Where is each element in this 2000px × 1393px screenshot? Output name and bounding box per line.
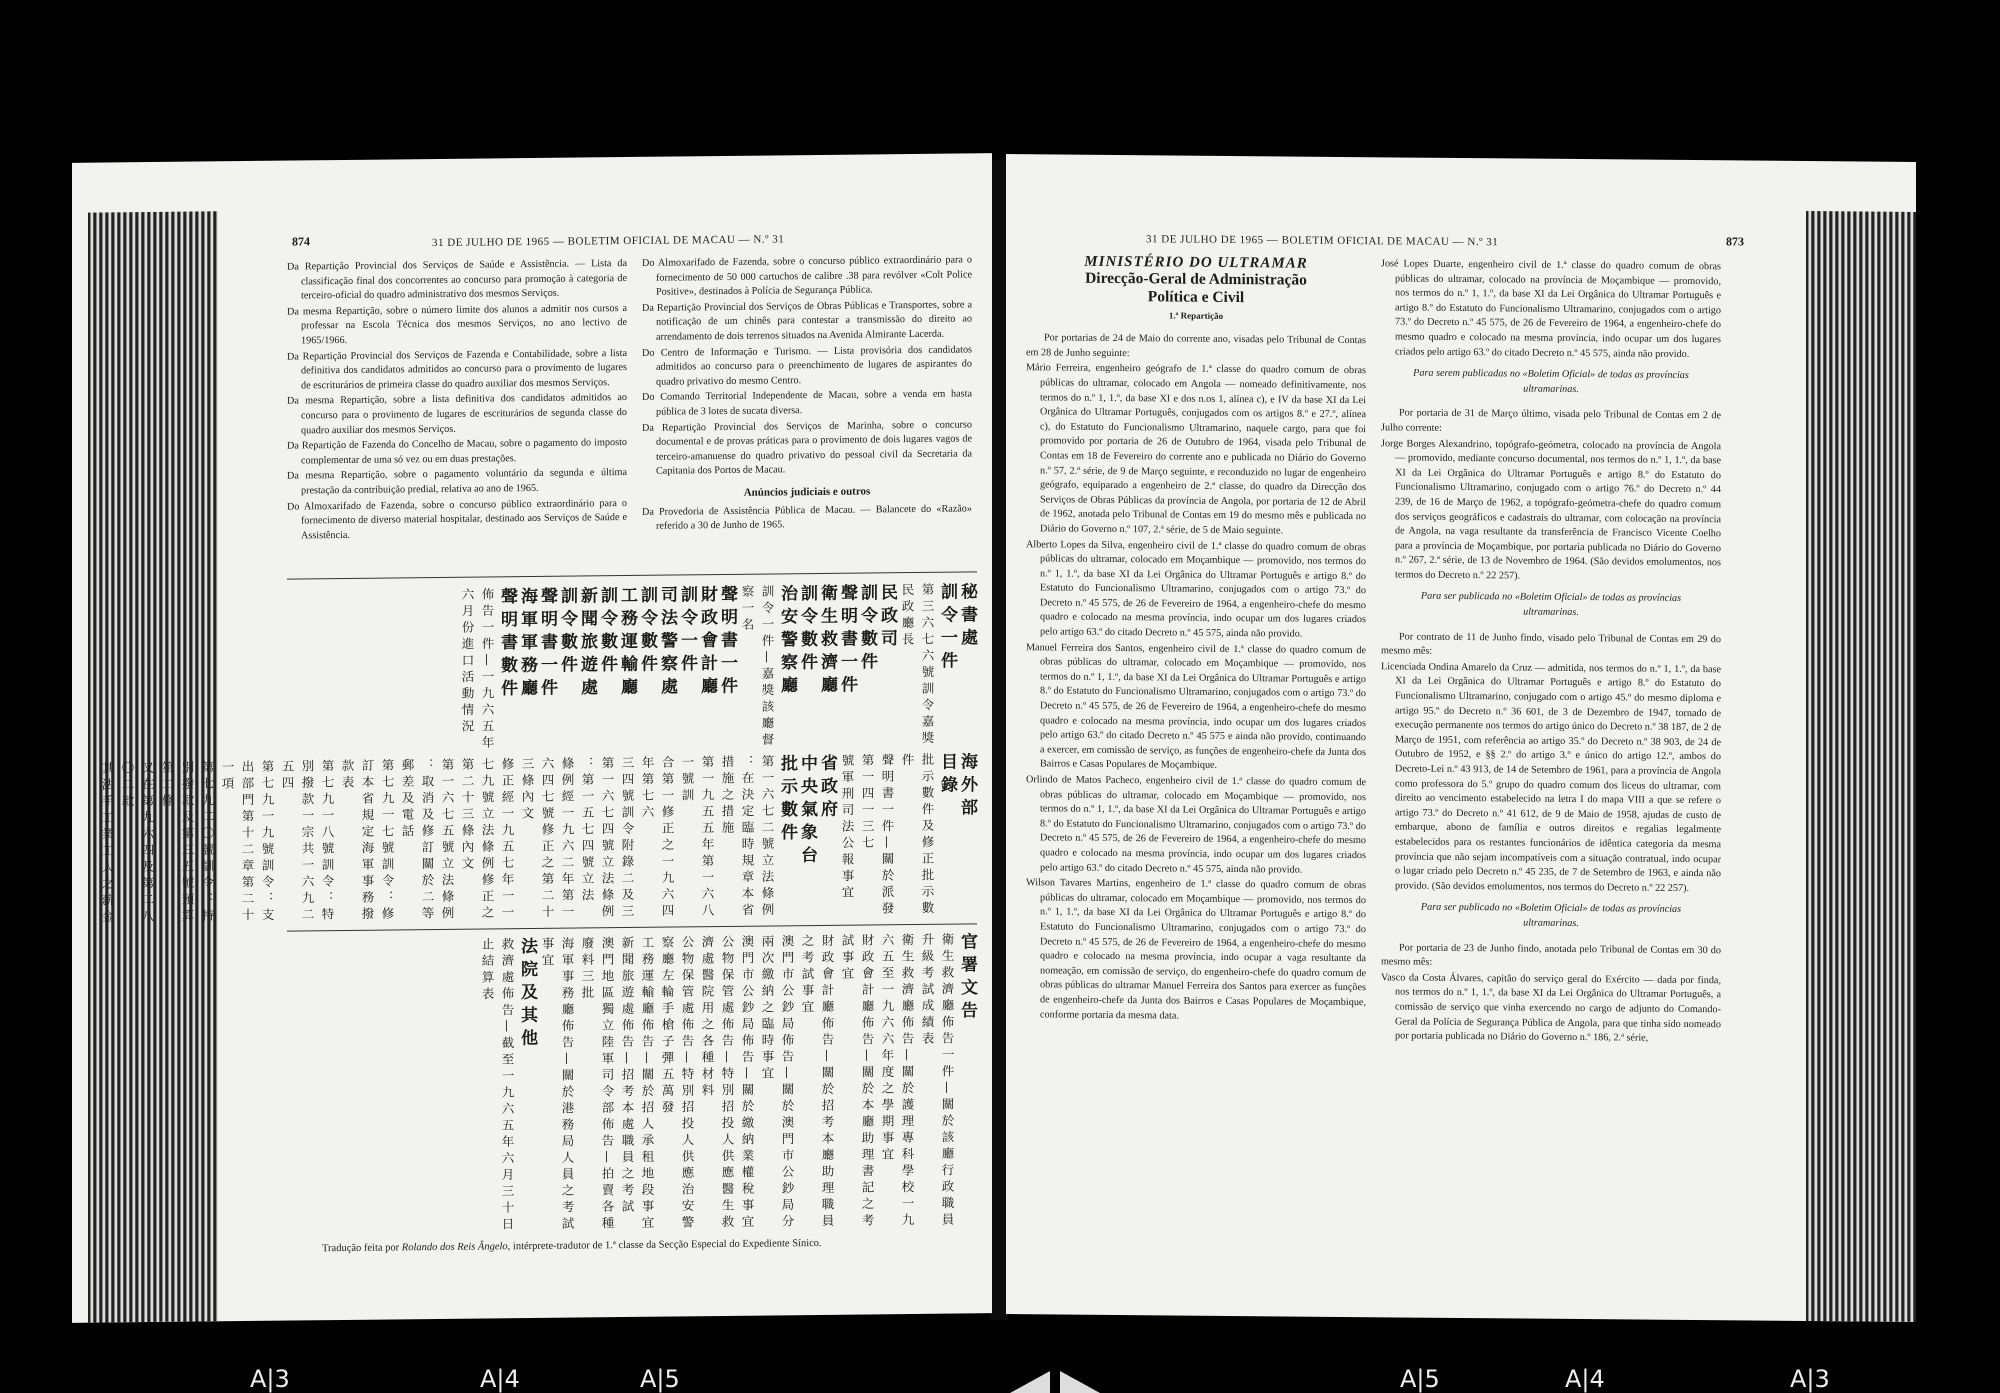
- paragraph: Licenciada Ondina Amarelo da Cruz — admitida, nos termos do n.º 1, 1.º, da base XI da Lei Orgânica do Ultramar Português e artigo 8.º do Estatuto do Funcionalismo Ultramarino, conjugado com o artigo 45.º do mesmo diploma e artigo 95.º do Decreto n.º 36 601, de 3 de Dezembro de 1947, tornado de execução permanente nos termos do artigo único do Decreto n.º 38 187, de 2 de Março de 1951, com referência ao artigo 35.º do Decreto n.º 38 903, de 24 de Outubro de 1952, e §§ 2.º do artigo 3.º e único do artigo 12.º, ambos do Decreto-Lei n.º 43 913, de 14 de Setembro de 1961, para a província de Angola como professora do 5.º grupo do quadro comum dos liceus do ultramar, com direito ao vencimento estabelecido na letra I do mapa VIII a que se refere o artigo 73.º do Decreto n.º 41 612, de 9 de Maio de 1958, ajudas de custo de embarque, abono de família e outros direitos e regalias legalmente estabelecidos para os restantes funcionários de idêntica categoria da mesma província que não sejam incompatíveis com a situação contratual, indo ocupar o lugar criado pelo Decreto n.º 45 235, de 7 de Setembro de 1963, e ainda não provido. (São devidos emolumentos, nos termos do Decreto n.º 22 257).: [1381, 661, 1721, 894]
- ministry-title: MINISTÉRIO DO ULTRAMAR: [1084, 253, 1308, 272]
- chinese-line: 海 外 部: [957, 752, 977, 816]
- right-page-number: 873: [1726, 234, 1744, 249]
- chinese-line: 修 正 經 一 九 五 七 年 一 一 七 九 號 立 法 條 例 修 正 之 第 二 十 三 條 內 文: [460, 757, 515, 919]
- right-column-1: [1026, 254, 1366, 1026]
- chinese-line: 中 央 氣 象 台: [797, 754, 817, 863]
- chinese-line: 聲 明 書 一 件: [537, 586, 557, 696]
- chinese-line: 澳 門 市 公 鈔 局 佈 告 — 關 於 繳 納 業 權 稅 事 宜: [740, 934, 755, 1228]
- chinese-line: 目 錄: [937, 752, 957, 793]
- left-summary-column-1: [287, 257, 627, 545]
- chinese-line: 訓 令 數 件: [797, 584, 817, 670]
- chinese-line: 訓 令 數 件: [637, 585, 657, 672]
- paragraph: Por portaria de 23 de Junho findo, anotada pelo Tribunal de Contas em 30 do mesmo mês:: [1381, 941, 1721, 968]
- chinese-line: 工 務 運 輸 廳: [617, 585, 637, 695]
- chinese-line: 訓 令 數 件: [857, 583, 877, 670]
- chinese-index-top-right: [100, 748, 977, 925]
- edge-tab-marker: A|3: [1790, 1365, 1830, 1393]
- chinese-line: 海 軍 軍 務 廳: [517, 586, 537, 696]
- chinese-line: 第 三 六 七 六 號 訓 令 嘉 獎 民 政 廳 長: [900, 582, 935, 744]
- chinese-line: 號 軍 刑 司 法 公 報 事 宜: [840, 753, 855, 899]
- chinese-line: 海 軍 事 務 廳 佈 告 — 關 於 港 務 局 人 員 之 考 試 事 宜: [540, 936, 575, 1230]
- paragraph: Para serem publicadas no «Boletim Oficial» de todas as províncias ultramarinas.: [1413, 367, 1689, 395]
- edge-tab-marker: A|3: [250, 1365, 290, 1393]
- paragraph: Da Repartição Provincial dos Serviços de Saúde e Assistência. — Lista da classificação final dos concorrentes ao concurso para promoção à categoria de terceiro-oficial do quadro administrativo dos mesmos Serviços.: [287, 258, 627, 302]
- direction-title-1: Direcção-Geral de Administração: [1085, 269, 1307, 289]
- chinese-line: 三 四 號 訓 令 附 錄 二 及 三: [620, 755, 635, 917]
- paragraph: Da Repartição Provincial dos Serviços de Marinha, sobre o concurso documental e de provas práticas para o provimento de dois lugares vagos de terceiro-amanuense do quadro privativo do pessoal civil da Secretaria da Capitania dos Portos de Macau.: [642, 418, 972, 478]
- paragraph: Por contrato de 11 de Junho findo, visado pelo Tribunal de Contas em 29 do mesmo mês:: [1381, 631, 1721, 657]
- paragraph: Do Centro de Informação e Turismo. — Lista provisória dos candidatos admitidos ao concurso para o preenchimento de lugares de aspirantes do quadro privativo do mesmo Centro.: [642, 343, 972, 388]
- chinese-line: 衛 生 救 濟 廳 佈 告 — 關 於 護 理 專 科 學 校 一 九 六 五 至 一 九 六 六 年 度 之 學 期 事 宜: [880, 932, 915, 1226]
- paragraph: Por portaria de 31 de Março último, visada pelo Tribunal de Contas em 2 de Julho corrente:: [1381, 407, 1721, 434]
- paragraph: Do Almoxarifado de Fazenda, sobre o concurso público extraordinário para o fornecimento de 50 000 cartuchos de calibre .38 para revólver «Colt Police Positive», destinados à Polícia de Segurança Pública.: [642, 254, 972, 298]
- paragraph: Orlindo de Matos Pacheco, engenheiro civil de 1.ª classe do quadro comum de obras públicas do ultramar, colocado em Moçambique — promovido, nos termos do n.º 1, 1.º, da base XI da Lei Orgânica do Ultramar Português e artigo 8.º do Estatuto do Funcionalismo Ultramarino, conjugados com o artigo 73.º do Decreto n.º 45 575, de 26 de Fevereiro de 1964, a engenheiro-chefe do mesmo quadro e colocado na mesma província, indo ocupar um dos lugares criados pelo artigo 63.º do citado Decreto n.º 45 575, ainda não provido.: [1026, 774, 1366, 876]
- chinese-line: 第 一 九 五 五 年 第 一 六 八 一 號 訓: [680, 755, 715, 917]
- paragraph: Da mesma Repartição, sobre a lista definitiva dos candidatos admitidos ao concurso para o provimento de lugares de escriturários de segunda classe do quadro auxiliar dos mesmos Serviços.: [287, 392, 627, 436]
- chinese-line: 新 聞 旅 遊 處: [577, 586, 597, 696]
- chinese-line: 民 政 司: [877, 583, 897, 647]
- chinese-line: 官 署 文 告: [957, 932, 977, 1019]
- chinese-line: 批 示 數 件: [777, 754, 797, 841]
- chinese-line: 第 七 九 一 九 號 訓 令 ： 支 出 部 門 第 十 二 章 第 二 十 一 項: [220, 759, 275, 921]
- chinese-line: 又 在 第 九 六 四 及 第 二 八 〇 二 款: [120, 760, 155, 922]
- chinese-line: 救 濟 處 佈 告 — 截 至 一 九 六 五 年 六 月 三 十 日 止 結 算 表: [480, 937, 515, 1230]
- paragraph: Alberto Lopes da Silva, engenheiro civil de 1.ª classe do quadro comum de obras públicas do ultramar, colocado em Moçambique — promovido, nos termos do n.º 1, 1.º, da base XI da Lei Orgânica do Ultramar Português e artigo 8.º do Estatuto do Funcionalismo Ultramarino, conjugados com o artigo 73.º do Decreto n.º 45 575, de 26 de Fevereiro de 1964, a engenheiro-chefe do mesmo quadro e colocado na mesma província, indo ocupar um dos lugares criados pelo artigo 63.º do citado Decreto n.º 45 575, ainda não provido.: [1026, 538, 1366, 640]
- right-page: [1006, 154, 1916, 1322]
- chinese-line: 公 物 保 管 處 佈 告 — 特 別 招 投 人 供 應 醫 生 救 濟 處 醫 院 用 之 各 種 材 料: [700, 934, 735, 1228]
- open-book: [72, 140, 1932, 1320]
- paragraph: Do Almoxarifado de Fazenda, sobre o concurso público extraordinário para o fornecimento de diverso material hospitalar, destinado aos Serviços de Saúde e Assistência.: [287, 497, 627, 542]
- chinese-line: 訓 令 數 件: [597, 586, 617, 673]
- left-arrow-icon: [1010, 1371, 1050, 1393]
- chinese-line: 條 例 經 一 九 六 二 年 第 一 六 四 七 號 修 正 之 第 二 十 三 條 內 文: [520, 756, 575, 918]
- left-running-head: 31 DE JULHO DE 1965 — BOLETIM OFICIAL DE MACAU — N.º 31: [432, 233, 785, 250]
- paragraph: Por portarias de 24 de Maio do corrente ano, visadas pelo Tribunal de Contas em 28 de Junho seguinte:: [1026, 332, 1366, 359]
- chinese-line: 澳 門 地 區 獨 立 陸 軍 司 令 部 佈 告 — 拍 賣 各 種 廢 料 三 批: [580, 936, 615, 1229]
- chinese-line: 法 院 及 其 他: [517, 936, 537, 1046]
- paragraph: Wilson Tavares Martins, engenheiro de 1.ª classe do quadro comum de obras públicas do ultramar, colocado em Moçambique — promovido, nos termos do n.º 1, 1.º, da base XI da Lei Orgânica do Ultramar Português e artigo 8.º do Estatuto do Funcionalismo Ultramarino, conjugados com o artigo 73.º do Decreto n.º 45 575, de 26 de Fevereiro de 1964, a engenheiro-chefe do mesmo quadro e colocado na mesma província, indo ocupar a vaga resultante da nomeação, em comissão de serviço, do engenheiro-chefe do quadro comum de obras públicas do ultramar Manuel Ferreira dos Santos para exercer as funções de engenheiro-chefe da Junta dos Bairros e Casas Populares de Moçambique, conforme portaria da mesma data.: [1026, 877, 1366, 1022]
- chinese-line: 佈 告 一 件 — 一 九 六 五 年 六 月 份 進 口 活 動 情 況: [460, 587, 495, 749]
- chinese-line: 治 安 警 察 廳: [777, 584, 797, 694]
- chinese-line: 其 法 手 工 業 工 人 之 薪 金: [100, 761, 115, 923]
- paragraph: Da Repartição de Fazenda do Concelho de Macau, sobre o pagamento do imposto complementar de uma só vez ou em duas prestações.: [287, 437, 627, 467]
- chinese-line: 第 一 六 七 四 號 立 法 條 例 ： 第 一 五 七 四 號 立 法: [580, 756, 615, 918]
- chinese-line: 省 政 府: [817, 753, 837, 817]
- left-summary-column-2: [642, 253, 972, 535]
- chinese-line: 第 一 六 七 五 號 立 法 條 例 ： 取 消 及 修 訂 關 於 二 等 郵 差 及 電 話: [400, 757, 455, 919]
- left-page: [72, 153, 992, 1323]
- chinese-line: 聲 明 書 數 件: [497, 587, 517, 697]
- right-arrow-icon: [1060, 1371, 1100, 1393]
- left-page-number: 874: [292, 234, 310, 249]
- paragraph: Para ser publicada no «Boletim Oficial» de todas as províncias ultramarinas.: [1420, 591, 1682, 619]
- paragraph: Vasco da Costa Álvares, capitão do serviço geral do Exército — dada por finda, nos termos do n.º 1, 1.º, da base XI da Lei Orgânica do Ultramar Português, a comissão de serviço que vinha exercendo no cargo de adjunto do Comando-Geral da Polícia de Segurança Pública de Angola, para que tinha sido nomeado por portaria publicada no Diário do Governo n.º 186, 2.ª série,: [1381, 972, 1721, 1044]
- right-page-edge: [1806, 211, 1916, 1322]
- translator-note: Tradução feita por Rolando dos Reis Ângelo, intérprete-tradutor de 1.ª classe da Secção Especial do Expediente Sínico.: [322, 1237, 822, 1255]
- chinese-line: 聲 明 書 一 件: [837, 583, 857, 693]
- annuncios-text: Da Provedoria de Assistência Pública de Macau. — Balancete do «Razão» referido a 30 de Junho de 1965.: [642, 502, 972, 532]
- chinese-line: 訓 令 數 件: [557, 586, 577, 673]
- edge-tab-marker: A|4: [480, 1365, 520, 1393]
- chinese-index-top: [100, 578, 977, 925]
- chinese-line: 第 一 六 七 二 號 立 法 條 例 ： 在 決 定 臨 時 規 章 本 省 措 施 之 措 施: [720, 754, 775, 916]
- annuncios-heading: Anúncios judiciais e outros: [743, 485, 871, 499]
- chinese-line: 工 務 運 輸 廳 佈 告 — 關 於 招 人 承 租 地 段 事 宜: [640, 935, 655, 1229]
- chinese-line: 合 第 一 修 正 之 一 九 六 四 年 第 七 六: [640, 755, 675, 917]
- paragraph: Mário Ferreira, engenheiro geógrafo de 1.ª classe do quadro comum de obras públicas do ultramar, colocado em Angola — nomeado definitivamente, nos termos do n.º 1, 1.º, da base XI e dos n.os 1, alínea c), e IV da base XI da Lei Orgânica do Ultramar Português, conjugados com os artigos 8.º e 27.º, alínea c), do Estatuto do Funcionalismo Ultramarino, naquele cargo, para que foi promovido por portaria de 26 de Outubro de 1964, visada pelo Tribunal de Contas em 18 de Fevereiro do corrente ano e publicada no Diário do Governo n.º 57, 2.ª série, de 9 de Março seguinte, e reconduzido no lugar de engenheiro geógrafo, equiparado a engenheiro de 2.ª classe, do quadro da Direcção dos Serviços de Obras Públicas da província de Angola, por portaria de 12 de Abril de 1962, anotada pelo Tribunal de Contas em 19 do mesmo mês e publicada no Diário do Governo n.º 107, 2.ª série, de 5 de Maio seguinte.: [1026, 362, 1366, 537]
- paragraph: Do Comando Territorial Independente de Macau, sobre a venda em hasta pública de 3 lotes de sucata diversa.: [642, 388, 972, 418]
- chinese-line: 新 聞 旅 遊 處 佈 告 — 招 考 本 處 職 員 之 考 試: [620, 935, 635, 1213]
- paragraph: Da Repartição Provincial dos Serviços de Obras Públicas e Transportes, sobre a notificação de um chinês para contestar a transmissão do direito ao arrendamento de dois terrenos situados na Avenida Almirante Lacerda.: [642, 299, 972, 343]
- chinese-line: 公 物 保 管 處 佈 告 — 特 別 招 投 人 供 應 治 安 警 察 廳 左 輪 手 槍 子 彈 五 萬 發: [660, 935, 695, 1229]
- chinese-line: 衛 生 救 濟 廳 佈 告 一 件 — 關 於 該 廳 行 政 職 員 升 級 考 試 成 績 表: [920, 932, 955, 1226]
- right-running-head: 31 DE JULHO DE 1965 — BOLETIM OFICIAL DE MACAU — N.º 31: [1146, 233, 1499, 249]
- chinese-line: 訓 令 一 件: [677, 585, 697, 672]
- chinese-line: 聲 明 書 一 件 — 關 於 派 發 第 一 四 一 三 七: [860, 753, 895, 915]
- chinese-line: 批 示 數 件 及 修 正 批 示 數 件: [900, 752, 935, 914]
- chinese-line: 第 七 九 二 〇 號 訓 令 ： 特 別 撥 款 及 第 三 五 號 預 算 第 二 條: [160, 760, 215, 922]
- paragraph: Manuel Ferreira dos Santos, engenheiro civil de 1.ª classe do quadro comum de obras públicas do ultramar, colocado em Moçambique — promovido, nos termos do n.º 1, 1.º, da base XI da Lei Orgânica do Ultramar Português e artigo 8.º do Estatuto do Funcionalismo Ultramarino, conjugados com o artigo 73.º do Decreto n.º 45 575, de 26 de Fevereiro de 1964, a engenheiro-chefe do mesmo quadro e colocado na mesma província, indo ocupar um dos lugares criados pelo artigo 63.º do citado Decreto n.º 45 575 e ainda não provido, continuando a exercer, em comissão de serviço, as funções de engenheiro-chefe da Junta dos Bairros e Casas Populares de Moçambique.: [1026, 641, 1366, 772]
- section-title: 1.ª Repartição: [1168, 310, 1224, 321]
- paragraph: Da mesma Repartição, sobre o pagamento voluntário da segunda e última prestação da contribuição predial, relativa ao ano de 1965.: [287, 467, 627, 497]
- chinese-line: 第 七 九 一 七 號 訓 令 ： 修 訂 本 省 規 定 海 軍 事 務 撥 款 表: [340, 758, 395, 920]
- chinese-line: 司 法 警 察 處: [657, 585, 677, 695]
- divider: [287, 571, 977, 579]
- chinese-line: 聲 明 書 一 件: [717, 584, 737, 694]
- chinese-line: 澳 門 市 公 鈔 局 佈 告 — 關 於 澳 門 市 公 鈔 局 分 兩 次 繳 納 之 臨 時 事 宜: [760, 934, 795, 1227]
- edge-tab-marker: A|5: [640, 1365, 680, 1393]
- edge-tab-marker: A|5: [1400, 1365, 1440, 1393]
- chinese-index-bottom: [287, 928, 977, 1235]
- chinese-index-top-left: [287, 578, 977, 755]
- paragraph: Jorge Borges Alexandrino, topógrafo-geómetra, colocado na província de Angola — promovido, mediante concurso documental, nos termos do n.º 1, 1.º, da base XI da Lei Orgânica do Ultramar Português e artigo 8.º do Estatuto do Funcionalismo Ultramarino, conjugado com o artigo 76.º do Decreto n.º 44 239, de 16 de Março de 1962, a topógrafo-geómetra-chefe do quadro comum dos serviços geográficos e cadastrais do ultramar, com colocação na província de Angola, na vaga resultante da transferência de Francisco Vicente Coelho para a província de Moçambique, por portaria publicada no Diário do Governo n.º 267, 2.ª série, de 13 de Novembro de 1964. (São devidos emolumentos, nos termos do Decreto n.º 22 257).: [1381, 437, 1721, 582]
- direction-title-2: Política e Civil: [1147, 287, 1245, 306]
- chinese-line: 秘 書 處: [957, 582, 977, 646]
- right-column-2: [1381, 257, 1721, 1048]
- chinese-line: 財 政 會 計 廳 佈 告 — 關 於 招 考 本 廳 助 理 職 員 之 考 試 事 宜: [800, 933, 835, 1227]
- paragraph: Da mesma Repartição, sobre o número limite dos alunos a admitir nos cursos a professar na Escola Técnica dos mesmos Serviços, no ano lectivo de 1965/1966.: [287, 302, 627, 347]
- chinese-line: 財 政 會 計 廳 佈 告 — 關 於 本 廳 助 理 書 記 之 考 試 事 宜: [840, 933, 875, 1227]
- paragraph: José Lopes Duarte, engenheiro civil de 1.ª classe do quadro comum de obras públicas do ultramar, colocado na província de Moçambique — promovido, nos termos do n.º 1, 1.º, da base XI da Lei Orgânica do Ultramar Português e artigo 8.º do Estatuto do Funcionalismo Ultramarino, conjugados com o artigo 73.º do Decreto n.º 45 575, de 26 de Fevereiro de 1964, a engenheiro-chefe do mesmo quadro e colocado na mesma província, indo ocupar um dos lugares criados pelo artigo 63.º do citado Decreto n.º 45 575, ainda não provido.: [1381, 258, 1721, 360]
- edge-tab-marker: A|4: [1565, 1365, 1605, 1393]
- chinese-line: 財 政 會 計 廳: [697, 585, 717, 694]
- paragraph: Da Repartição Provincial dos Serviços de Fazenda e Contabilidade, sobre a lista definitiva dos candidatos admitidos ao concurso para o provimento de lugares de escriturários de primeira classe do quadro auxiliar dos mesmos Serviços.: [287, 347, 627, 392]
- chinese-line: 第 七 九 一 八 號 訓 令 ： 特 別 撥 款 一 宗 共 一 六 九 二 五 四: [280, 759, 335, 921]
- chinese-line: 訓 令 一 件: [937, 582, 957, 669]
- chinese-line: 訓 令 一 件 — 嘉 獎 該 廳 督 察 一 名: [740, 584, 775, 746]
- paragraph: Para ser publicado no «Boletim Oficial» de todas as províncias ultramarinas.: [1420, 901, 1682, 929]
- chinese-line: 衛 生 救 濟 廳: [817, 583, 837, 693]
